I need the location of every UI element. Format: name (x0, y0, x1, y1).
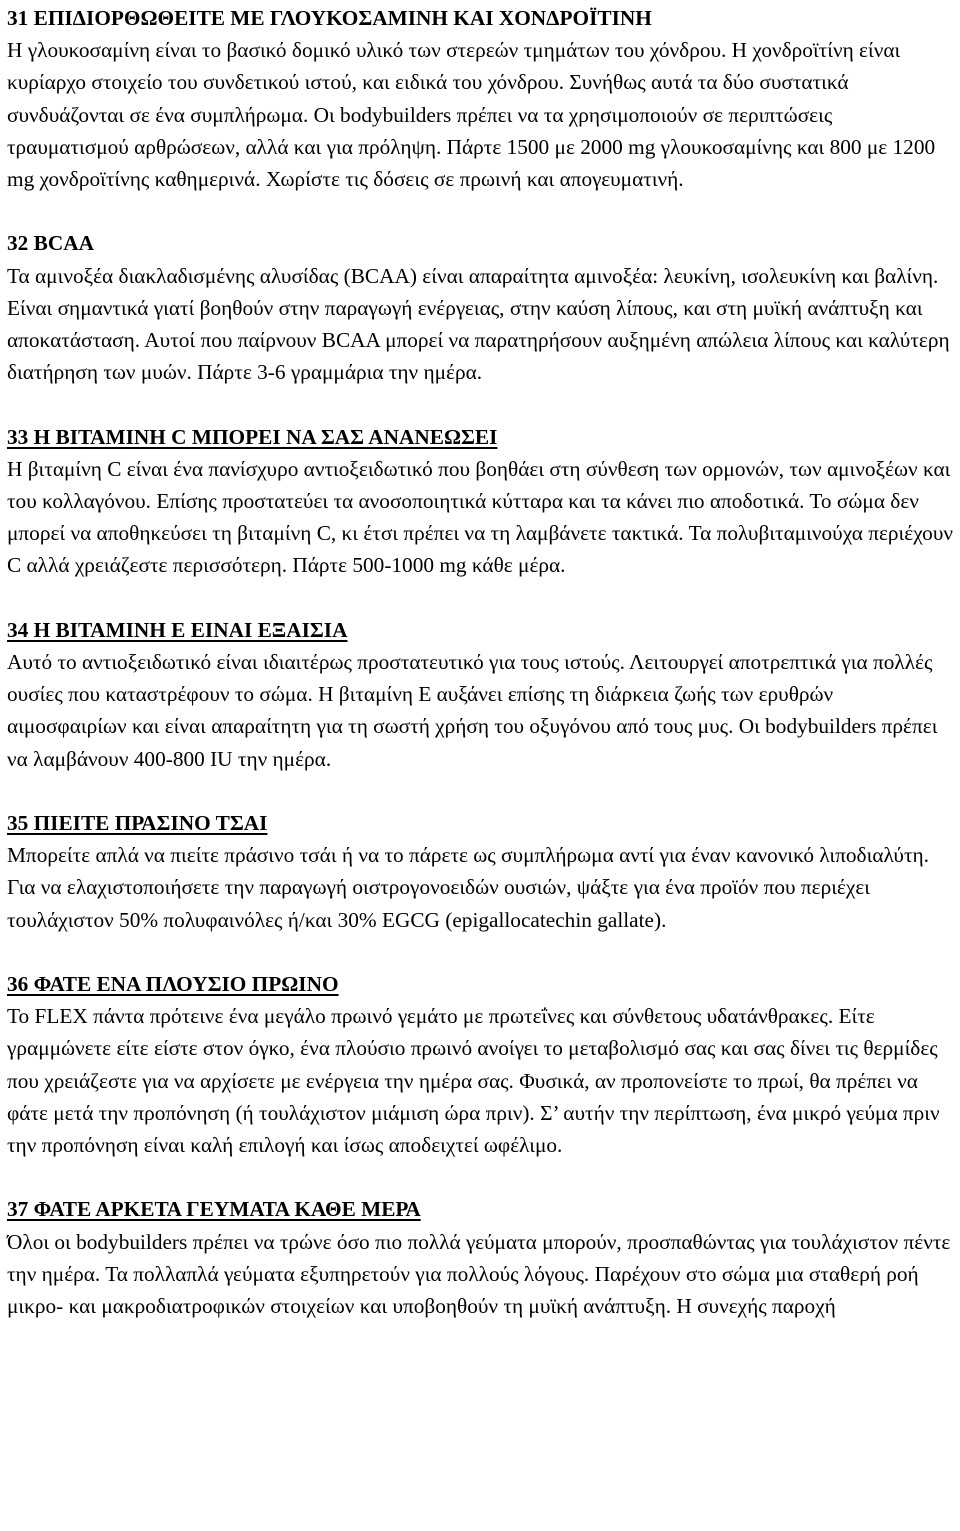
section-vitamin-c (7, 421, 955, 582)
section-breakfast (7, 968, 955, 1161)
section-bcaa (7, 227, 955, 388)
section-heading: 31 ΕΠΙΔΙΟΡΘΩΘΕΙΤΕ ΜΕ ΓΛΟΥΚΟΣΑΜΙΝΗ ΚΑΙ ΧΟΝΔΡΟΪΤΙΝΗ (7, 6, 652, 30)
section-heading: 35 ΠΙΕΙΤΕ ΠΡΑΣΙΝΟ ΤΣΑΙ (7, 811, 268, 836)
section-body: Το FLEX πάντα πρότεινε ένα μεγάλο πρωινό γεμάτο με πρωτεΐνες και σύνθετους υδατάνθρακες. Είτε γραμμώνετε είτε είστε στον όγκο, ένα πλούσιο πρωινό ανοίγει το μεταβολισμό σας και σας δίνει τις θερμίδες που χρειάζεστε για να αρχίσετε με ενέργεια την ημέρα σας. Φυσικά, αν προπονείστε το πρωί, θα πρέπει να φάτε μετά την προπόνηση (ή τουλάχιστον μιάμιση ώρα πριν). Σ’ αυτήν την περίπτωση, ένα μικρό γεύμα πριν την προπόνηση είναι καλή επιλογή και ίσως αποδειχτεί ωφέλιμο. (7, 1004, 940, 1158)
section-body: Η γλουκοσαμίνη είναι το βασικό δομικό υλικό των στερεών τμημάτων του χόνδρου. Η χονδροϊτίνη είναι κυρίαρχο στοιχείο του συνδετικού ιστού, και ειδικά του χόνδρου. Συνήθως αυτά τα δύο συστατικά συνδυάζονται σε ένα συμπλήρωμα. Οι bodybuilders πρέπει να τα χρησιμοποιούν σε περιπτώσεις τραυματισμού αρθρώσεων, αλλά και για πρόληψη. Πάρτε 1500 με 2000 mg γλουκοσαμίνης και 800 με 1200 mg χονδροϊτίνης καθημερινά. Χωρίστε τις δόσεις σε πρωινή και απογευματινή. (7, 38, 936, 192)
section-heading: 34 Η ΒΙΤΑΜΙΝΗ Ε ΕΙΝΑΙ ΕΞΑΙΣΙΑ (7, 617, 348, 642)
section-body: Αυτό το αντιοξειδωτικό είναι ιδιαιτέρως προστατευτικό για τους ιστούς. Λειτουργεί αποτρεπτικά για πολλές ουσίες που καταστρέφουν το σώμα. Η βιταμίνη Ε αυξάνει επίσης τη διάρκεια ζωής των ερυθρών αιμοσφαιρίων και είναι απαραίτητη για τη σωστή χρήση του οξυγόνου από τους μυς. Οι bodybuilders πρέπει να λαμβάνουν 400-800 IU την ημέρα. (7, 650, 938, 771)
section-vitamin-e (7, 614, 955, 775)
section-heading: 37 ΦΑΤΕ ΑΡΚΕΤΑ ΓΕΥΜΑΤΑ ΚΑΘΕ ΜΕΡΑ (7, 1197, 421, 1222)
section-heading: 36 ΦΑΤΕ ΕΝΑ ΠΛΟΥΣΙΟ ΠΡΩΙΝΟ (7, 972, 339, 997)
section-body: Μπορείτε απλά να πιείτε πράσινο τσάι ή να το πάρετε ως συμπλήρωμα αντί για έναν κανονικό λιποδιαλύτη. Για να ελαχιστοποιήσετε την παραγωγή οιστρογονοειδών ουσιών, ψάξτε για ένα προϊόν που περιέχει τουλάχιστον 50% πολυφαινόλες ή/και 30% EGCG (epigallocatechin gallate). (7, 843, 929, 932)
section-meals (7, 1193, 955, 1322)
section-body: Όλοι οι bodybuilders πρέπει να τρώνε όσο πιο πολλά γεύματα μπορούν, προσπαθώντας για τουλάχιστον πέντε την ημέρα. Τα πολλαπλά γεύματα εξυπηρετούν για πολλούς λόγους. Παρέχουν στο σώμα μια σταθερή ροή μικρο- και μακροδιατροφικών στοιχείων και υποβοηθούν τη μυϊκή ανάπτυξη. Η συνεχής παροχή (7, 1229, 951, 1319)
section-green-tea (7, 807, 955, 936)
section-heading: 33 Η ΒΙΤΑΜΙΝΗ C ΜΠΟΡΕΙ ΝΑ ΣΑΣ ΑΝΑΝΕΩΣΕΙ (7, 424, 498, 449)
section-body: Τα αμινοξέα διακλαδισμένης αλυσίδας (BCAA) είναι απαραίτητα αμινοξέα: λευκίνη, ισολευκίνη και βαλίνη. Είναι σημαντικά γιατί βοηθούν στην παραγωγή ενέργειας, στην καύση λίπους, και στη μυϊκή ανάπτυξη και αποκατάσταση. Αυτοί που παίρνουν BCAA μπορεί να παρατηρήσουν αυξημένη απώλεια λίπους και καλύτερη διατήρηση των μυών. Πάρτε 3-6 γραμμάρια την ημέρα. (7, 263, 950, 385)
document-page (7, 2, 955, 1354)
section-body: Η βιταμίνη C είναι ένα πανίσχυρο αντιοξειδωτικό που βοηθάει στη σύνθεση των ορμονών, των αμινοξέων και του κολλαγόνου. Επίσης προστατεύει τα ανοσοποιητικά κύτταρα και τα κάνει πιο αποδοτικά. Το σώμα δεν μπορεί να αποθηκεύσει τη βιταμίνη C, κι έτσι πρέπει να τη λαμβάνετε τακτικά. Τα πολυβιταμινούχα περιέχουν C αλλά χρειάζεστε περισσότερη. Πάρτε 500-1000 mg κάθε μέρα. (7, 456, 953, 578)
section-glucosamine (7, 2, 955, 195)
section-heading: 32 BCAA (7, 231, 94, 256)
